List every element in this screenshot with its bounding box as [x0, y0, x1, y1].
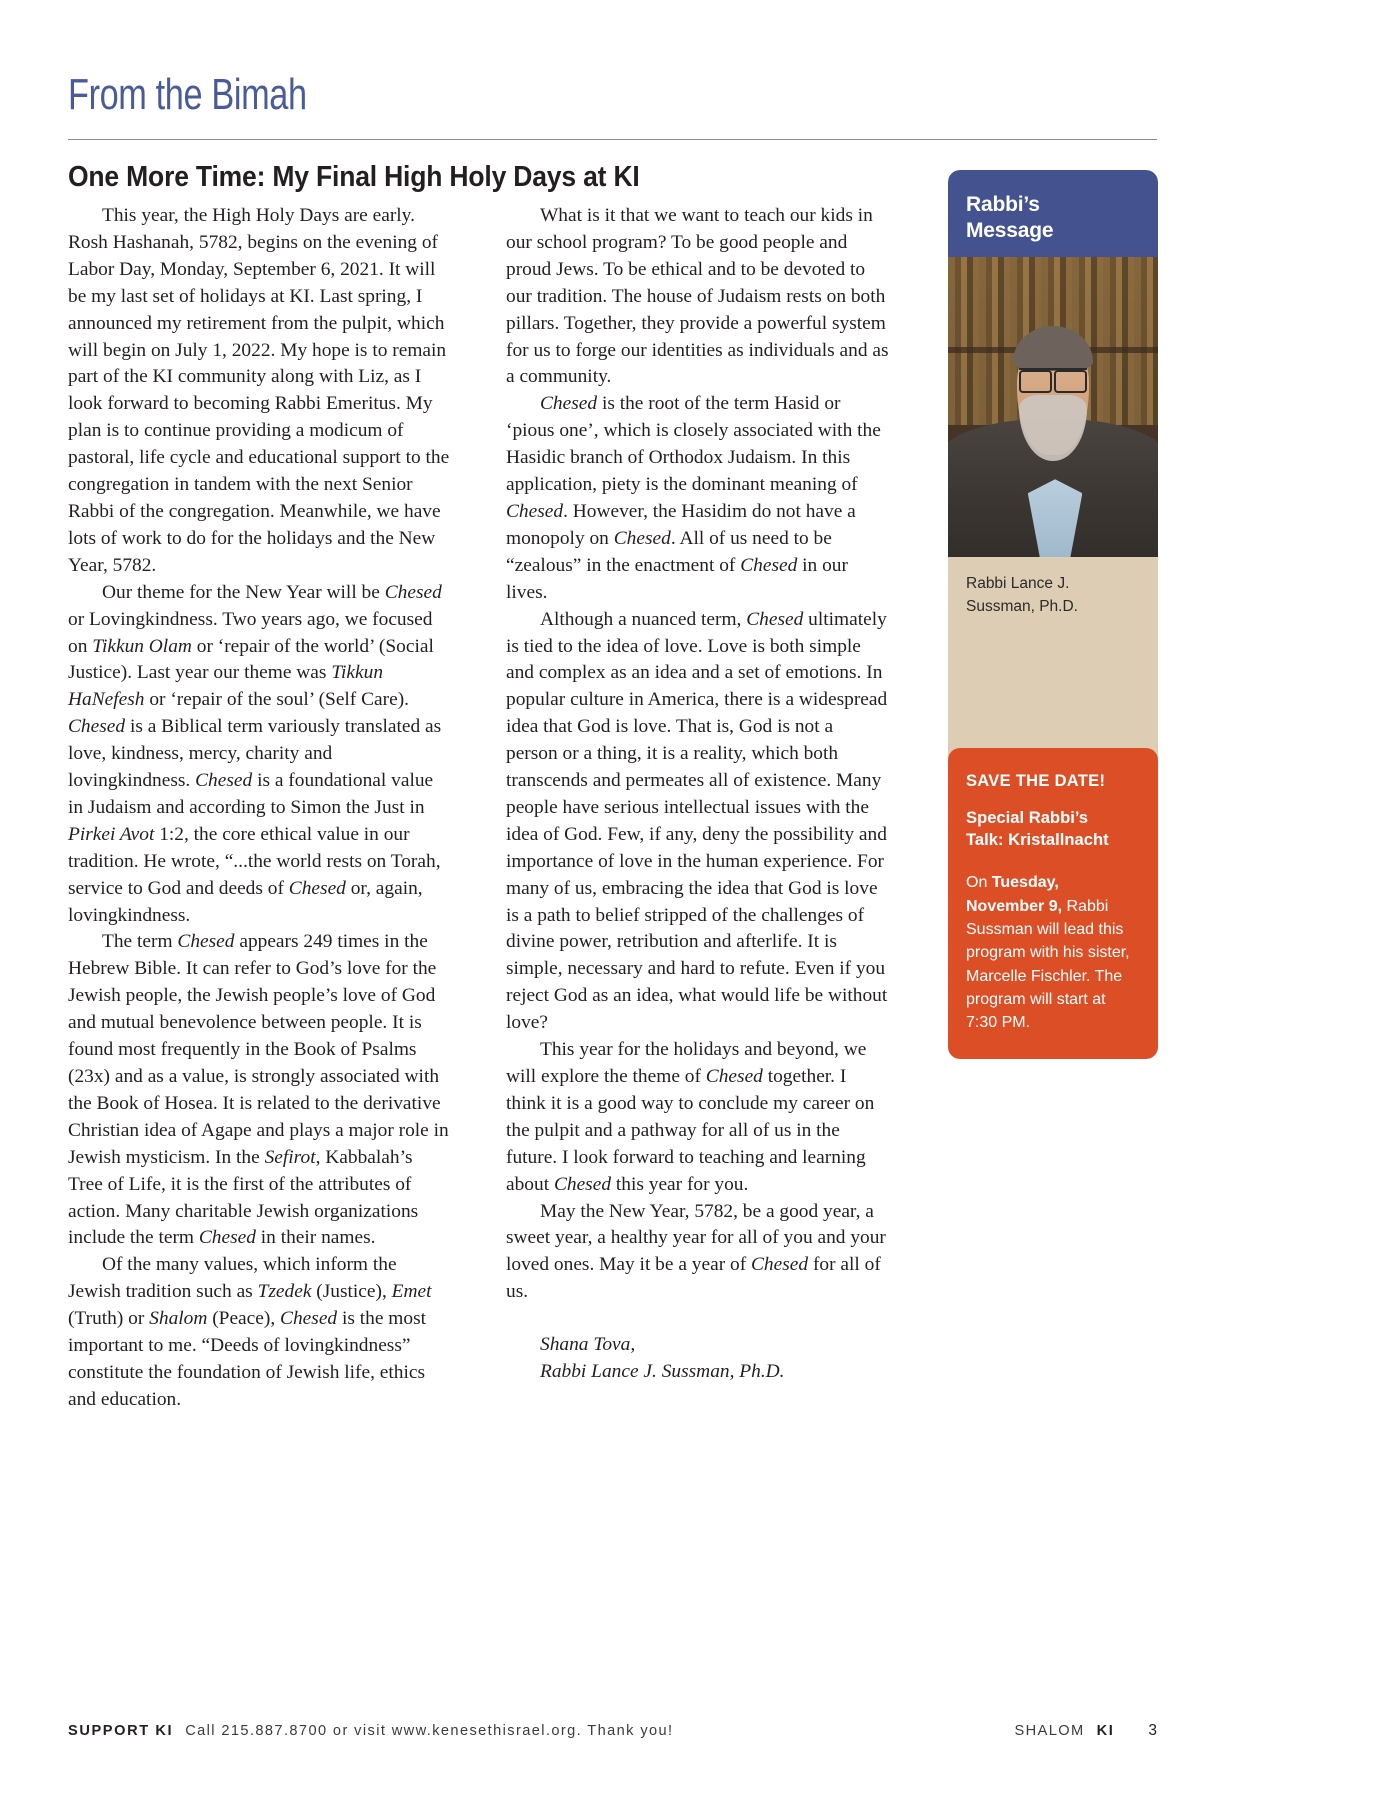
rabbi-portrait-photo — [948, 257, 1158, 557]
caption-line1: Rabbi Lance J. — [966, 575, 1070, 593]
paragraph: The term Chesed appears 249 times in the Hebrew Bible. It can refer to God’s love for the Jewish people, the Jewish people’s love of God and mutual benevolence between people. It is found most frequently in the Book of Psalms (23x) and as a value, is strongly associated with the Book of Hosea. It is related to the derivative Christian idea of Agape and plays a major role in Jewish mysticism. In the Sefirot, Kabbalah’s Tree of Life, it is the first of the attributes of action. Many charitable Jewish organizations include the term Chesed in their names. — [68, 931, 449, 1249]
paragraph: Chesed is the root of the term Hasid or ‘pious one’, which is closely associated with the Hasidic branch of Orthodox Judaism. In this application, piety is the dominant meaning of Chesed. However, the Hasidim do not have a monopoly on Chesed. All of us need to be “zealous” in the enactment of Chesed in our lives. — [506, 393, 881, 603]
paragraph: This year for the holidays and beyond, we will explore the theme of Chesed together. I think it is a good way to conclude my career on the pulpit and a pathway for all of us in the future. I look forward to teaching and learning about Chesed this year for you. — [506, 1039, 875, 1195]
glasses-icon — [1019, 368, 1086, 389]
article-column-left — [68, 203, 451, 1414]
article-column-right — [506, 203, 889, 1386]
rabbi-photo-caption — [948, 557, 1158, 640]
footer-publication-right: KI — [1096, 1723, 1115, 1739]
footer-page-number: 3 — [1148, 1722, 1157, 1739]
signature-line: Shana Tova, — [540, 1334, 636, 1356]
save-the-date-body — [966, 871, 1140, 1035]
page-footer — [68, 1722, 1157, 1740]
footer-support-label: SUPPORT KI — [68, 1723, 174, 1739]
paragraph: Although a nuanced term, Chesed ultimately is tied to the idea of love. Love is both simple and complex as an idea and a set of emotions. In popular culture in America, there is a widespread idea that God is love. That is, God is not a person or a thing, it is a reality, which both transcends and permeates all of existence. Many people have serious intellectual issues with the idea of God. Few, if any, deny the possibility and importance of love in the human experience. For many of us, embracing the idea that God is love is a path to belief stripped of the challenges of divine power, retribution and afterlife. It is simple, necessary and hard to refute. Even if you reject God as an idea, what would life be without love? — [506, 608, 888, 1034]
masthead-title: From the Bimah — [68, 70, 307, 119]
save-the-date-subtitle — [966, 807, 1140, 851]
subtitle-line2: Talk: Kristallnacht — [966, 830, 1109, 850]
signature-block — [506, 1332, 889, 1386]
rabbis-message-card — [948, 170, 1158, 758]
rabbis-message-heading-line1: Rabbi’s — [966, 193, 1040, 216]
masthead-divider — [68, 139, 1157, 140]
signature-line: Rabbi Lance J. Sussman, Ph.D. — [540, 1361, 785, 1383]
paragraph: Our theme for the New Year will be Chesed or Lovingkindness. Two years ago, we focused on Tikkun Olam or ‘repair of the world’ (Social Justice). Last year our theme was Tikkun HaNefesh or ‘repair of the soul’ (Self Care). Chesed is a Biblical term variously translated as love, kindness, mercy, charity and lovingkindness. Chesed is a foundational value in Judaism and according to Simon the Just in Pirkei Avot 1:2, the core ethical value in our tradition. He wrote, “...the world rests on Torah, service to God and deeds of Chesed or, again, lovingkindness. — [68, 581, 442, 926]
rabbis-message-heading-line2: Message — [966, 218, 1054, 242]
footer-support-text: Call 215.887.8700 or visit www.kenesethisrael.org. Thank you! — [185, 1723, 674, 1739]
body-bold-line1: Tuesday, — [991, 874, 1059, 892]
paragraph: What is it that we want to teach our kids in our school program? To be good people and proud Jews. To be ethical and to be devoted to our tradition. The house of Judaism rests on both pillars. Together, they provide a powerful system for us to forge our identities as individuals and as a community. — [506, 205, 889, 388]
paragraph: This year, the High Holy Days are early. Rosh Hashanah, 5782, begins on the evening of Labor Day, Monday, September 6, 2021. It will be my last set of holidays at KI. Last spring, I announced my retirement from the pulpit, which will begin on July 1, 2022. My hope is to remain part of the KI community along with Liz, as I look forward to becoming Rabbi Emeritus. My plan is to continue providing a modicum of pastoral, life cycle and educational support to the congregation in tandem with the next Senior Rabbi of the congregation. Meanwhile, we have lots of work to do for the holidays and the New Year, 5782. — [68, 205, 450, 576]
save-the-date-card — [948, 748, 1158, 1059]
caption-line2: Sussman, Ph.D. — [966, 597, 1078, 615]
footer-publication — [1015, 1722, 1157, 1740]
paragraph: May the New Year, 5782, be a good year, a sweet year, a healthy year for all of you and your loved ones. May it be a year of Chesed for all of us. — [506, 1200, 886, 1303]
body-rest: Rabbi Sussman will lead this program with his sister, Marcelle Fischler. The program will start at 7:30 PM. — [966, 897, 1130, 1032]
body-prefix: On — [966, 874, 992, 892]
footer-publication-left: SHALOM — [1014, 1723, 1085, 1739]
masthead — [68, 72, 1158, 118]
article-headline: One More Time: My Final High Holy Days at KI — [68, 161, 640, 193]
card-bottom-fill — [948, 640, 1158, 758]
body-bold-line2: November 9, — [966, 897, 1063, 915]
paragraph: Of the many values, which inform the Jewish tradition such as Tzedek (Justice), Emet (Truth) or Shalom (Peace), Chesed is the most important to me. “Deeds of lovingkindness” constitute the foundation of Jewish life, ethics and education. — [68, 1254, 432, 1410]
save-the-date-title: SAVE THE DATE! — [966, 772, 1106, 790]
footer-support — [68, 1723, 674, 1739]
rabbis-message-heading — [948, 170, 1158, 257]
subtitle-line1: Special Rabbi’s — [966, 808, 1089, 828]
